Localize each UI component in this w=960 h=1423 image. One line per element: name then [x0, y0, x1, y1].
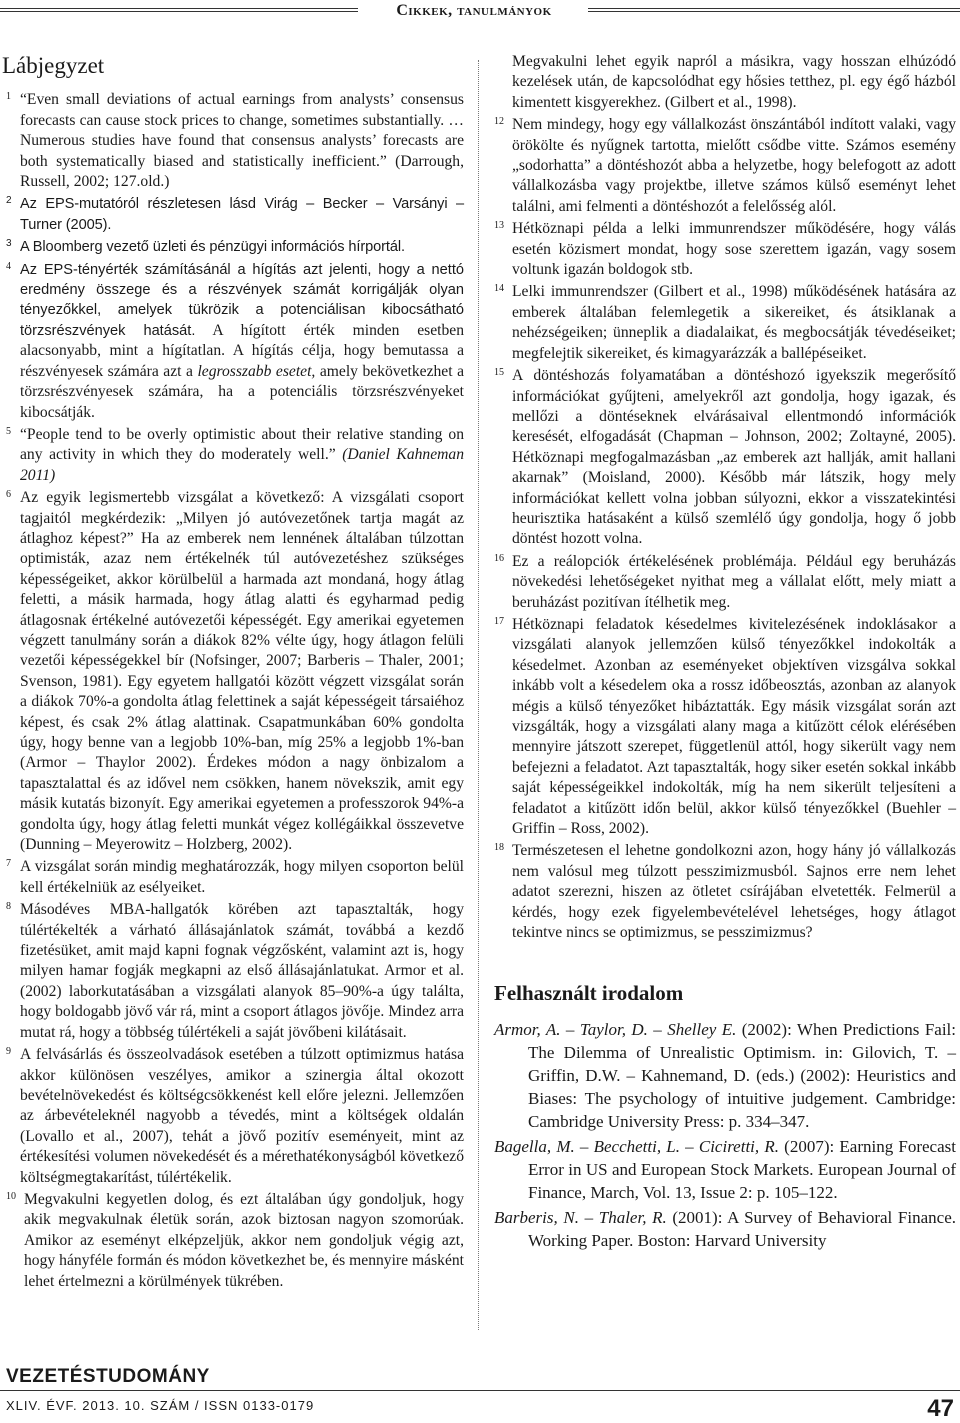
footnote-number: 2 — [6, 195, 12, 207]
reference-entry — [494, 1018, 956, 1133]
references-heading: Felhasznált irodalom — [494, 981, 684, 1006]
footnote-text: A hígított érték minden esetben alacsonyabb, mint a hígítatlan. A hígítás célja, hogy bemutassa a részvényesek számára azt a — [20, 321, 465, 380]
footnote-text: Hétköznapi feladatok késedelmes kivitelezésének indoklásakor a vizsgálati alanyok jellemzően külső tényezőkkel indokolták a késedelmet. Azonban az eseményeket objektíven vizsgálva sokkal inkább volt a késedelem oka a rossz időbeosztás, azonban az alanyok mégis a külső tényezőket hibáztatták. Egy másik vizsgálat során azt vizsgálták, hogy a vizsgálati alany maga a kitűzött célok elérésében mennyire játszott szerepet, függetlenül attól, hogy sikerült vagy nem befejezni a feladatot. Azt tapasztalták, hogy siker esetén sokkal inkább saját képességeikkel indokolták, míg ha nem sikerült teljesíteni a feladatot a kitűzött időn belül, akkor külső tényezőkkel (Buehler – Griffin – Ross, 2002). — [512, 615, 956, 838]
footnote-text: A vizsgálat során mindig meghatározzák, hogy milyen csoporton belül kell értékelniük az esélyeiket. — [20, 858, 464, 896]
left-column — [2, 52, 465, 1294]
footnote-7 — [6, 857, 464, 898]
footnote-text: Nem mindegy, hogy egy vállalkozást önszántából indított valaki, vagy örökölte és nyűgnek tartotta, mielőtt csődbe vitte. Számos esemény „sodorhatta” a döntéshozót abba a helyzetbe, hogy belefogott az adott vállalkozásba vagy projektbe, illetve számos külső eseményt lehet találni, ami felmenti a döntéshozót a felelősség alól. — [512, 116, 956, 215]
reference-entry — [494, 1135, 956, 1204]
column-divider — [478, 60, 479, 1330]
footnote-9 — [6, 1045, 464, 1188]
reference-authors: Bagella, M. – Becchetti, L. – Ciciretti, R. — [494, 1136, 779, 1156]
footnote-18 — [494, 841, 956, 943]
right-column — [494, 52, 956, 1254]
footnote-number: 3 — [6, 238, 12, 250]
journal-name: VEZETÉSTUDOMÁNY — [6, 1366, 210, 1387]
footnote-number: 8 — [6, 901, 11, 913]
footnote-1 — [6, 90, 464, 192]
footnote-number: 1 — [6, 91, 11, 103]
footnote-text: Az EPS-tényérték számításánál a hígítás azt jelenti, hogy a nettó eredmény összege és a részvények számát korrigálják olyan tényezőkkel, amelyek tükrözik a potenciálisan kibocsátható törzsrészvények hatását. — [20, 261, 464, 339]
footnote-text: Az egyik legismertebb vizsgálat a következő: A vizsgálati csoport tagjaitól megkérdezik: „Milyen jó autóvezetőnek tartja magát az átlaghoz képest?” Ha az emberek nem lennének általában túlzottan optimisták, azaz nem értékelnék túl autóvezetéshez szükséges képességeiket, akkor körülbelül a harmada azt mondaná, hogy átlag feletti, a másik harmada, hogy átlag alatti és egyharmad pedig átlagosnak értékelné autóvezetői képességét. Egy amerikai egyetemen végzett tanulmány során a diákok 82% vélte úgy, hogy átlagon felüli vezetői képességekkel bír (Nofsinger, 2007; Barberis – Thaler, 2001; Svenson, 1981). Egy egyetem hallgatói között végzett vizsgálat során a diákok 70%-a gondolta átlag felettinek a saját képességeit társaiéhoz képest, és csak 2% átlag alattinak. Csapatmunkában 60% gondolta úgy, hogy benne van a legjobb 10%-ban, míg 25% a legjobb 1%-ban (Armor – Thaylor 2002). Érdekes módon a nagy önbizalom a tapasztalattal és az idővel nem csökken, hanem növekszik, amit egy másik kutatás bizonyít. Egy amerikai egyetemen a professzorok 94%-a gondolta úgy, hogy átlag feletti munkát végez kollégáikkal összevetve (Dunning – Meyerowitz – Holzberg, 2002). — [20, 489, 464, 854]
footnote-14 — [494, 282, 956, 364]
footnote-10 — [6, 1190, 464, 1292]
footnote-number: 9 — [6, 1046, 11, 1058]
footnote-13 — [494, 219, 956, 280]
footnotes-heading: Lábjegyzet — [2, 53, 105, 78]
footnote-text: “Even small deviations of actual earnings from analysts’ consensus forecasts can cause stock prices to change, sometimes substantially. … Numerous studies have found that consensus analysts’ forecasts are both systematically biased and statistically inefficient.” (Darrough, Russell, 2002; 127.old.) — [20, 91, 464, 191]
footnote-8 — [6, 900, 464, 1043]
reference-authors: Barberis, N. – Thaler, R. — [494, 1207, 667, 1227]
page-header — [0, 0, 960, 26]
footnote-15 — [494, 366, 956, 550]
footnote-3 — [6, 237, 464, 257]
footnote-text: Lelki immunrendszer (Gilbert et al., 1998) működésének hatására az emberek általában felemlegetik a sikereiket, és átsiklanak a nehézségeiken; ünneplik a diadalaikat, és megbocsátják tévedéseiket; megfelejtik sikereiket, és kimagyarázzák a ballépéseiket. — [512, 283, 956, 362]
section-title: Cikkek, tanulmányok — [396, 2, 552, 19]
footnote-6 — [6, 488, 464, 855]
reference-details: (2002): When Predictions Fail: The Dilemma of Unrealistic Optimism. in: Gilovich, T. – Griffin, D.W. – Kahnemand, D. (eds.) (2002): Heuristics and Biases: The psychology of intuitive judgement. Cambridge: Cambridge University Press: p. 334–347. — [528, 1019, 956, 1131]
footnote-text: A felvásárlás és összeolvadások esetében a túlzott optimizmus hatása akkor különösen veszélyes, amikor a szinergia által okozott bevételnövekedést és költségcsökkenést kell előre jelezni. Jellemzően az árbevételeknél nagyobb a tévedés, mint a költségek oldalán (Lovallo et al., 2007), tehát a jövő pozitív eseményeit, mint az értékesítési volumen növekedését és a mérethatékonyságból következő költségmegtakarítást, túlértékelik. — [20, 1046, 464, 1186]
footnote-number: 15 — [494, 367, 504, 379]
footnote-text: A döntéshozás folyamatában a döntéshozó igyekszik megerősítő információkat gyűjteni, amelyekről azt gondolja, hogy igazak, és mellőzi a döntéseknek elvárásaival ellentmondó információk keresését, elfogadását (Chapman – Johnson, 2002; Zoltayné, 2005). Hétköznapi megfogalmazásban „az emberek azt hallják, amit hallani akarnak” (Moisland, 2000). Később már látszik, hogy mely információkat kellett volna jobban súlyozni, ekkor a visszatekintési heurisztika hatásaként a külső szemlélő úgy gondolja, hogy ő jobb döntést hozott volna. — [512, 367, 956, 548]
footnote-number: 12 — [494, 116, 504, 128]
footnote-12 — [494, 115, 956, 217]
footnote-text: Természetesen el lehetne gondolkozni azon, hogy hány jó vállalkozás nem valósul meg túlzott pesszimizmusból. Sajnos erre nem lehet adatot szerezni, hiszen az ötletet csírájában elvetették. Felmerül a kérdés, hogy ezek figyelembevételével lehetséges, hogy átlagot tekintve nincs se optimizmus, se pesszimizmus? — [512, 842, 956, 942]
reference-entry — [494, 1206, 956, 1252]
reference-authors: Armor, A. – Taylor, D. – Shelley E. — [494, 1019, 737, 1039]
footnote-number: 10 — [6, 1190, 16, 1202]
footnote-number: 17 — [494, 615, 504, 627]
header-rule-left — [0, 8, 358, 12]
header-rule-right — [588, 8, 960, 12]
reference-details: (2007): Earning Forecast Error in US and European Stock Markets. European Journal of Finance, March, Vol. 13, Issue 2: p. 105–122. — [528, 1136, 956, 1202]
footnote-number: 14 — [494, 283, 504, 295]
footnote-text: Másodéves MBA-hallgatók körében azt tapasztalták, hogy túlértékelték a várható állásajánlatok számát, továbbá a kezdő fizetésüket, amit majd kapni fognak végzősként, valamint azt is, hogy milyen hamar fogják megkapni az első állásajánlatukat. Armor et al. (2002) laborkutatásában a vizsgálati alanyok 85–90%-a úgy találta, hogy boldogabb jövő vár rá, mint a csoport átlagos jövője. Mindez arra mutat rá, hogy a többség túlértékeli a saját jövőbeni kilátásait. — [20, 901, 464, 1041]
footnote-text: “People tend to be overly optimistic about their relative standing on any activity in which they do moderately well.” — [20, 425, 464, 464]
reference-details: (2001): A Survey of Behavioral Finance. Working Paper. Boston: Harvard University — [528, 1207, 956, 1250]
footnote-text: Megvakulni kegyetlen dolog, és ezt általában úgy gondoljuk, hogy akik megvakulnak életük során, azok biztosan nagyon szomorúak. Amikor az eseményt elképzeljük, akkor nem gondoljuk végig azt, hogy hányféle formán és módon következhet be, és mennyire másként lehet értelmezni a körülmények tükrében. — [24, 1190, 464, 1290]
issue-info: XLIV. ÉVF. 2013. 10. SZÁM / ISSN 0133-0179 — [6, 1398, 315, 1413]
footnote-citation: (Daniel Kahneman 2011) — [20, 446, 464, 484]
page-number: 47 — [927, 1395, 954, 1422]
footnote-2 — [6, 194, 464, 235]
footnote-number: 5 — [6, 425, 11, 437]
footer-rule — [0, 1390, 960, 1391]
footnote-number: 6 — [6, 489, 11, 501]
footnote-text: amely bekövetkezhet a törzsrészvényesek számára, ha a potenciális törzsrészvényeket kibocsátják. — [20, 362, 464, 421]
footnote-number: 7 — [6, 858, 11, 870]
footnote-4 — [6, 260, 464, 423]
footnote-text: Megvakulni lehet egyik napról a másikra, vagy hosszan elhúzódó kezelések után, de kapcsolódhat egy hősies tetthez, pl. egy égő házból kimentett kisgyerekhez. (Gilbert et al., 1998). — [512, 53, 956, 111]
footnote-17 — [494, 615, 956, 839]
footnote-16 — [494, 552, 956, 613]
footnote-emphasis: legrosszabb esetet, — [197, 362, 316, 380]
footnote-number: 18 — [494, 842, 504, 854]
footnote-text: Az EPS-mutatóról részletesen lásd Virág – Becker – Varsányi – Turner (2005). — [20, 196, 464, 233]
footnote-text: Hétköznapi példa a lelki immunrendszer működésére, hogy válás esetén közismert mondat, hogy sose szerettem igazán, vagy sosem voltunk igazán boldogok stb. — [512, 220, 956, 279]
footnote-number: 4 — [6, 260, 11, 272]
footnote-continuation — [494, 52, 956, 113]
footnote-text: A Bloomberg vezető üzleti és pénzügyi információs hírportál. — [20, 239, 405, 256]
footnote-5 — [6, 425, 464, 486]
footnote-text: Ez a reálopciók értékelésének problémája. Például egy beruházás növekedési lehetőségeket nyithat meg a vállalat előtt, mely miatt a beruházást pozitívan ítélhetik meg. — [512, 552, 956, 611]
footnote-number: 16 — [494, 552, 504, 564]
footnote-number: 13 — [494, 220, 504, 232]
